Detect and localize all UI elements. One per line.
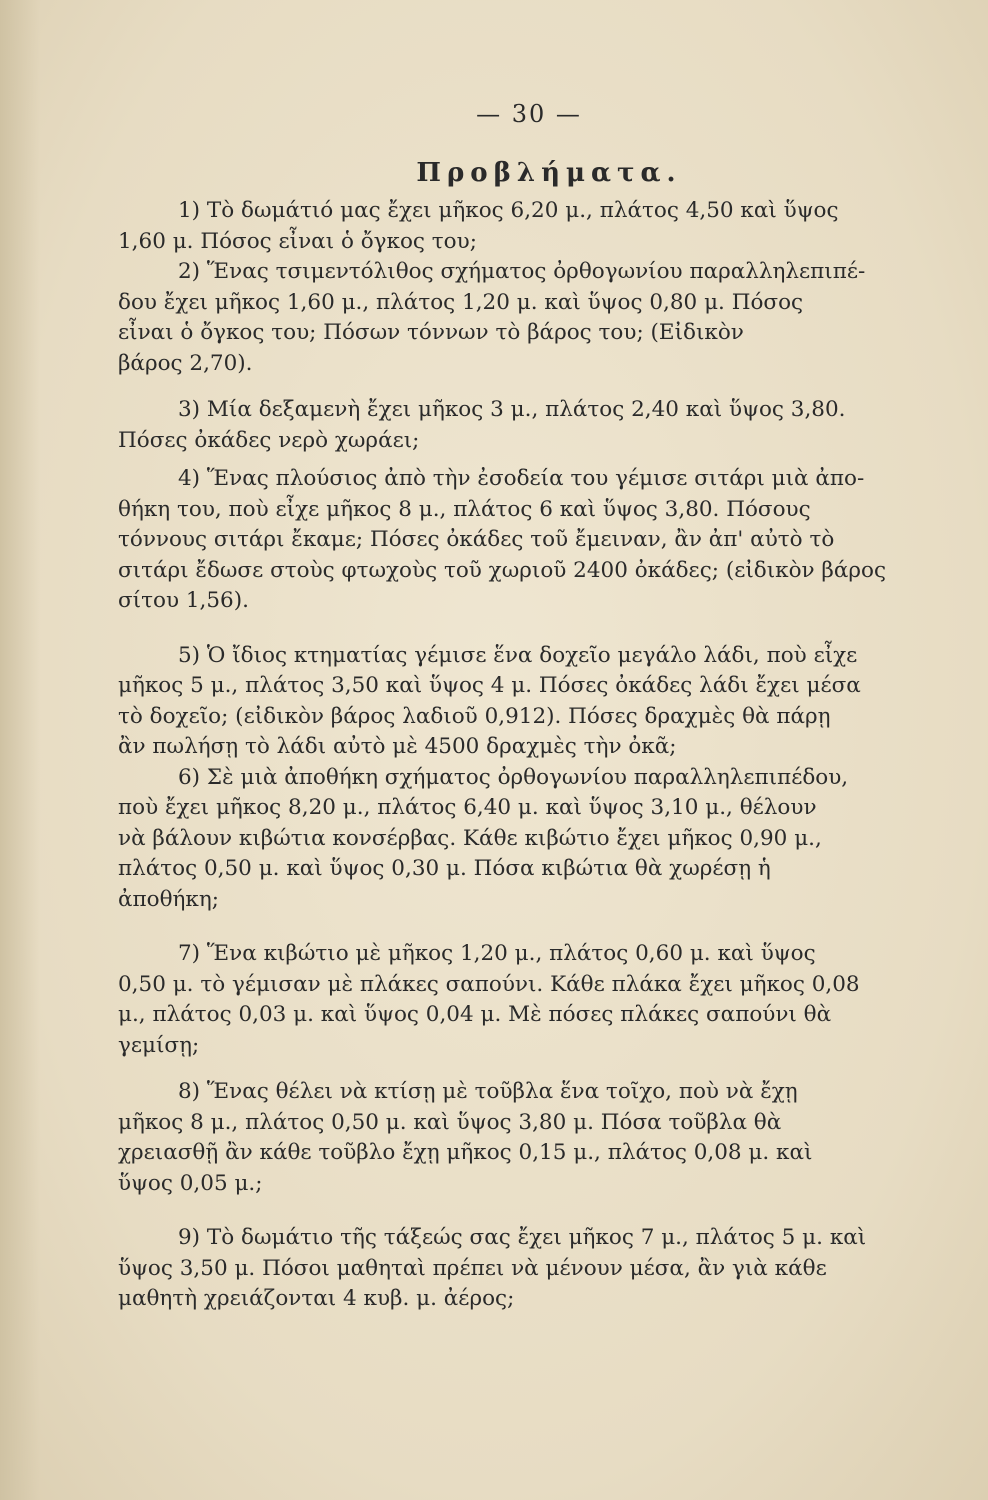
problem-line: 3) Μία δεξαμενὴ ἔχει μῆκος 3 μ., πλάτος 2,40 καὶ ὕψος 3,80.: [178, 397, 846, 422]
problem-line: 8) Ἕνας θέλει νὰ κτίσῃ μὲ τοῦβλα ἕνα τοῖχο, ποὺ νὰ ἔχῃ: [178, 1079, 798, 1104]
problem-line: 1,60 μ. Πόσος εἶναι ὁ ὄγκος του;: [118, 228, 477, 254]
problem-line: σιτάρι ἔδωσε στοὺς φτωχοὺς τοῦ χωριοῦ 2400 ὀκάδες; (εἰδικὸν βάρος: [118, 557, 887, 583]
problem-7: [118, 939, 908, 1061]
problem-line: 1) Τὸ δωμάτιό μας ἔχει μῆκος 6,20 μ., πλάτος 4,50 καὶ ὕψος: [178, 198, 839, 223]
problem-line: μ., πλάτος 0,03 μ. καὶ ὕψος 0,04 μ. Μὲ πόσες πλάκες σαπούνι θὰ: [118, 1002, 832, 1027]
problem-line: 6) Σὲ μιὰ ἀποθήκη σχήματος ὀρθογωνίου παραλληλεπιπέδου,: [178, 764, 849, 790]
problem-line: μαθητὴ χρειάζονται 4 κυβ. μ. ἀέρος;: [118, 1286, 515, 1311]
page-number: — 30 —: [476, 100, 582, 128]
page-spine-shadow: [0, 0, 40, 1500]
problem-line: ποὺ ἔχει μῆκος 8,20 μ., πλάτος 6,40 μ. καὶ ὕψος 3,10 μ., θέλουν: [118, 795, 817, 820]
problem-1: [118, 196, 908, 257]
problem-4: [118, 464, 908, 617]
problem-line: 7) Ἕνα κιβώτιο μὲ μῆκος 1,20 μ., πλάτος 0,60 μ. καὶ ὕψος: [178, 941, 816, 966]
problem-line: τὸ δοχεῖο; (εἰδικὸν βάρος λαδιοῦ 0,912). Πόσες δραχμὲς θὰ πάρῃ: [118, 703, 831, 729]
problem-line: χρειασθῇ ἂν κάθε τοῦβλο ἔχῃ μῆκος 0,15 μ., πλάτος 0,08 μ. καὶ: [118, 1140, 813, 1165]
problem-line: Πόσες ὀκάδες νερὸ χωράει;: [118, 427, 420, 453]
problem-line: ὕψος 3,50 μ. Πόσοι μαθηταὶ πρέπει νὰ μένουν μέσα, ἂν γιὰ κάθε: [118, 1255, 827, 1281]
problem-line: εἶναι ὁ ὄγκος του; Πόσων τόννων τὸ βάρος του; (Εἰδικὸν: [118, 320, 744, 345]
problem-2: [118, 257, 908, 379]
problem-line: γεμίσῃ;: [118, 1032, 200, 1058]
problem-line: 0,50 μ. τὸ γέμισαν μὲ πλάκες σαπούνι. Κάθε πλάκα ἔχει μῆκος 0,08: [118, 971, 860, 997]
problem-line: μῆκος 5 μ., πλάτος 3,50 καὶ ὕψος 4 μ. Πόσες ὀκάδες λάδι ἔχει μέσα: [118, 673, 861, 698]
problem-6: [118, 763, 908, 916]
problem-line: 4) Ἕνας πλούσιος ἀπὸ τὴν ἐσοδεία του γέμισε σιτάρι μιὰ ἀπο-: [178, 466, 865, 491]
problem-line: ἂν πωλήσῃ τὸ λάδι αὐτὸ μὲ 4500 δραχμὲς τὴν ὀκᾶ;: [118, 734, 677, 759]
problem-line: 9) Τὸ δωμάτιο τῆς τάξεώς σας ἔχει μῆκος 7 μ., πλάτος 5 μ. καὶ: [178, 1225, 867, 1250]
page-heading: Προβλήματα.: [416, 158, 682, 188]
problem-9: [118, 1223, 908, 1315]
problems-list: [118, 196, 908, 1315]
problem-line: ὕψος 0,05 μ.;: [118, 1170, 263, 1196]
problem-line: ἀποθήκη;: [118, 886, 219, 912]
problem-line: νὰ βάλουν κιβώτια κονσέρβας. Κάθε κιβώτιο ἔχει μῆκος 0,90 μ.,: [118, 825, 822, 851]
problem-line: 2) Ἕνας τσιμεντόλιθος σχήματος ὀρθογωνίου παραλληλεπιπέ-: [178, 259, 866, 284]
problem-5: [118, 641, 908, 763]
problem-line: σίτου 1,56).: [118, 588, 249, 613]
problem-line: τόννους σιτάρι ἔκαμε; Πόσες ὀκάδες τοῦ ἔμειναν, ἂν ἀπ' αὐτὸ τὸ: [118, 527, 835, 552]
problem-line: θήκη του, ποὺ εἶχε μῆκος 8 μ., πλάτος 6 καὶ ὕψος 3,80. Πόσους: [118, 496, 811, 522]
problem-8: [118, 1077, 908, 1199]
problem-line: μῆκος 8 μ., πλάτος 0,50 μ. καὶ ὕψος 3,80 μ. Πόσα τοῦβλα θὰ: [118, 1109, 782, 1135]
problem-line: δου ἔχει μῆκος 1,60 μ., πλάτος 1,20 μ. καὶ ὕψος 0,80 μ. Πόσος: [118, 289, 804, 315]
problem-line: πλάτος 0,50 μ. καὶ ὕψος 0,30 μ. Πόσα κιβώτια θὰ χωρέσῃ ἡ: [118, 856, 771, 881]
problem-line: 5) Ὁ ἴδιος κτηματίας γέμισε ἕνα δοχεῖο μεγάλο λάδι, ποὺ εἶχε: [178, 642, 858, 668]
problem-line: βάρος 2,70).: [118, 350, 253, 376]
problem-3: [118, 395, 908, 456]
